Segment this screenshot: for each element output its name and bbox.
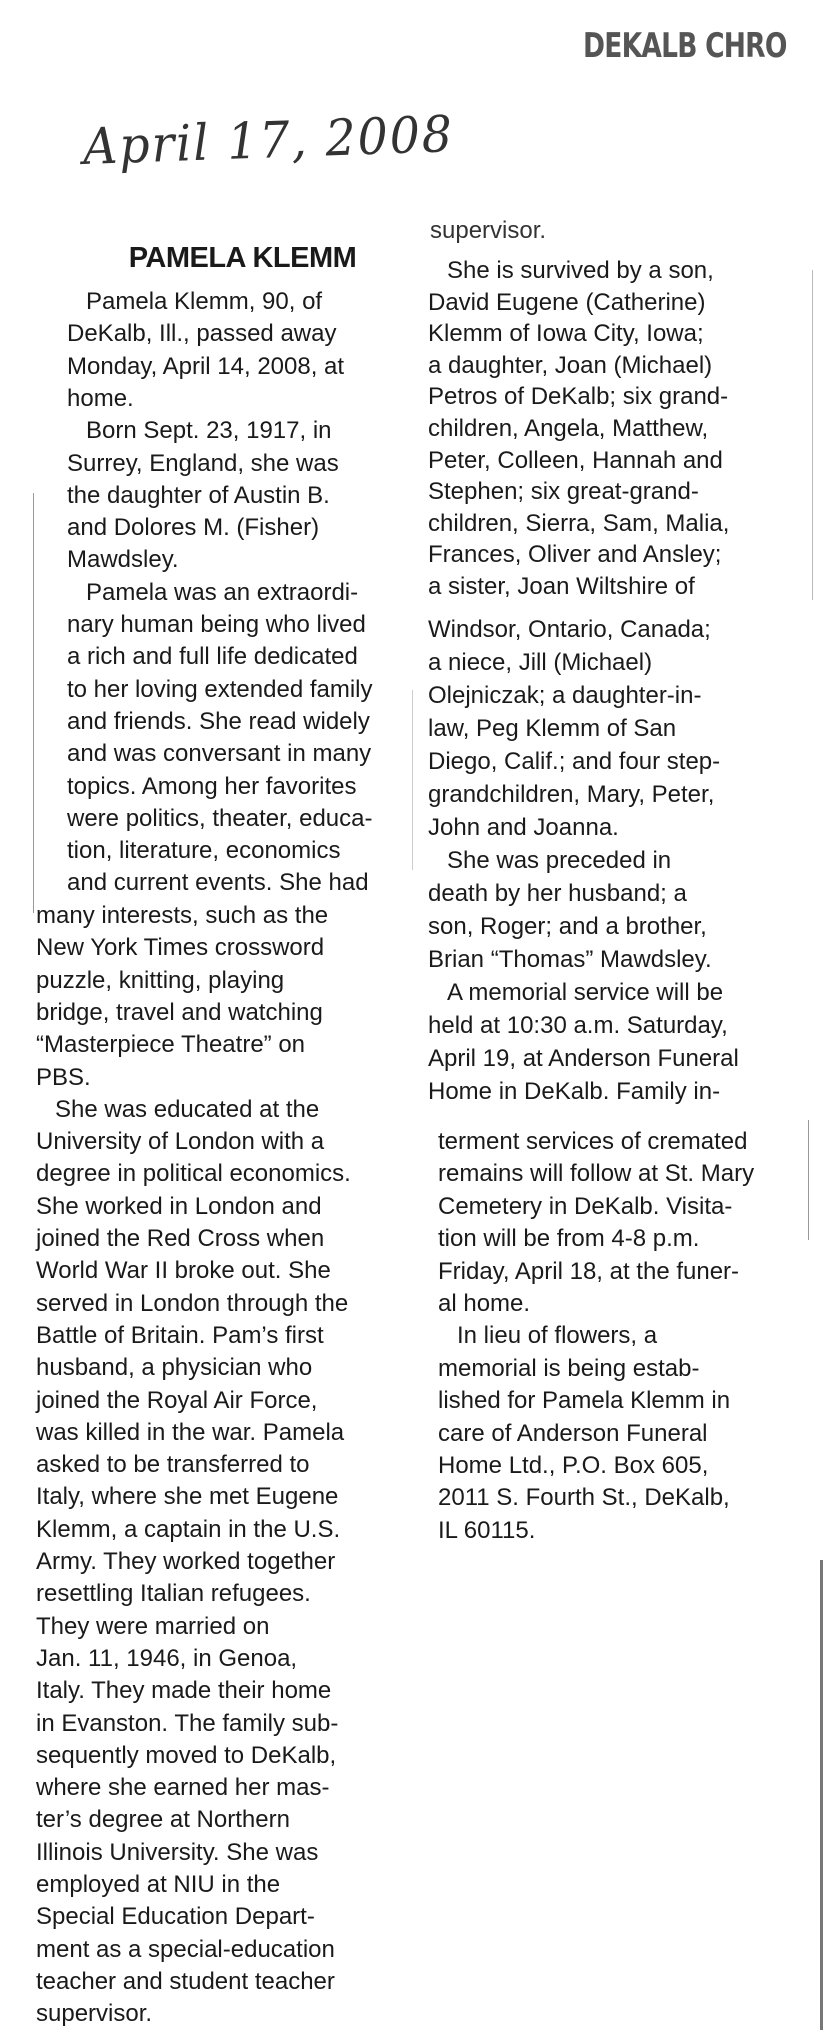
text-line: a rich and full life dedicated [67, 643, 358, 671]
text-line: grandchildren, Mary, Peter, [428, 781, 715, 808]
obituary-headline: PAMELA KLEMM [128, 242, 357, 274]
text-line: tion will be from 4-8 p.m. [438, 1225, 700, 1253]
text-line: John and Joanna. [428, 814, 619, 841]
text-line: She worked in London and [36, 1192, 322, 1220]
text-line: Frances, Oliver and Ansley; [428, 541, 722, 569]
column-rule [808, 1120, 809, 1240]
text-line: Klemm of Iowa City, Iowa; [428, 320, 704, 348]
text-line: Pamela Klemm, 90, of [86, 288, 323, 315]
text-line: Battle of Britain. Pam’s first [36, 1321, 324, 1349]
text-line: remains will follow at St. Mary [438, 1160, 755, 1188]
text-line: April 19, at Anderson Funeral [428, 1045, 739, 1072]
text-line: son, Roger; and a brother, [428, 913, 707, 940]
text-line: in Evanston. The family sub- [36, 1709, 339, 1737]
text-line: Brian “Thomas” Mawdsley. [428, 946, 712, 973]
text-line: ter’s degree at Northern [36, 1806, 290, 1834]
text-line: Olejniczak; a daughter-in- [428, 682, 702, 709]
text-line: PBS. [36, 1063, 91, 1091]
text-line: supervisor. [36, 2000, 153, 2028]
column-rule [412, 690, 413, 870]
text-line: She was educated at the [55, 1095, 320, 1123]
text-line: A memorial service will be [447, 979, 724, 1006]
text-line: Special Education Depart- [36, 1903, 315, 1931]
text-line: a sister, Joan Wiltshire of [428, 573, 695, 600]
text-line: and friends. She read widely [67, 707, 370, 735]
text-line: to her loving extended family [67, 675, 373, 703]
column-rule [812, 270, 813, 600]
text-line: joined the Red Cross when [36, 1225, 325, 1252]
text-line: joined the Royal Air Force, [36, 1386, 318, 1414]
text-line: asked to be transferred to [36, 1451, 310, 1479]
text-line: and was conversant in many [67, 740, 372, 768]
text-line: served in London through the [36, 1289, 349, 1317]
text-line: DeKalb, Ill., passed away [67, 320, 337, 348]
text-line: home. [67, 384, 134, 412]
text-line: nary human being who lived [67, 611, 366, 638]
column-rule [820, 1560, 823, 2030]
text-line: 2011 S. Fourth St., DeKalb, [438, 1484, 730, 1512]
text-line: Friday, April 18, at the funer- [438, 1257, 740, 1285]
text-line: care of Anderson Funeral [438, 1419, 708, 1447]
newspaper-masthead: DEKALB CHRO [583, 26, 787, 66]
text-line: IL 60115. [438, 1516, 536, 1544]
text-line: children, Sierra, Sam, Malia, [428, 509, 730, 537]
text-line: was killed in the war. Pamela [36, 1418, 345, 1446]
text-line: husband, a physician who [36, 1354, 313, 1382]
text-line: law, Peg Klemm of San [428, 715, 677, 742]
text-line: Mawdsley. [67, 546, 179, 574]
text-line: Surrey, England, she was [67, 449, 339, 477]
text-line: Pamela was an extraordi- [86, 578, 359, 606]
handwritten-date: April 17, 2008 [82, 105, 455, 176]
text-line: degree in political economics. [36, 1160, 351, 1188]
text-line: Peter, Colleen, Hannah and [428, 446, 723, 474]
text-line: children, Angela, Matthew, [428, 415, 709, 442]
column-rule [33, 493, 34, 913]
text-line: Italy, where she met Eugene [36, 1483, 339, 1511]
text-line: She is survived by a son, [447, 257, 714, 284]
text-line: and Dolores M. (Fisher) [67, 514, 320, 542]
text-line: death by her husband; a [428, 880, 687, 907]
text-line: Stephen; six great-grand- [428, 478, 699, 506]
text-line: lished for Pamela Klemm in [438, 1387, 731, 1415]
text-line: Home Ltd., P.O. Box 605, [438, 1452, 709, 1479]
text-line: held at 10:30 a.m. Saturday, [428, 1012, 728, 1039]
text-line: and current events. She had [67, 869, 369, 897]
text-line: Born Sept. 23, 1917, in [86, 417, 332, 445]
text-line: topics. Among her favorites [67, 772, 357, 800]
text-line: al home. [438, 1290, 531, 1317]
text-line: a niece, Jill (Michael) [428, 649, 653, 676]
text-line: the daughter of Austin B. [67, 481, 330, 509]
text-line: “Masterpiece Theatre” on [36, 1031, 306, 1059]
text-line: They were married on [36, 1612, 270, 1640]
text-line: Diego, Calif.; and four step- [428, 748, 721, 775]
text-line: sequently moved to DeKalb, [36, 1741, 337, 1769]
text-line: tion, literature, economics [67, 837, 341, 865]
text-line: were politics, theater, educa- [67, 804, 373, 832]
text-line: bridge, travel and watching [36, 998, 323, 1026]
text-line: ment as a special-education [36, 1935, 335, 1963]
text-line: Army. They worked together [36, 1548, 336, 1575]
text-line: Klemm, a captain in the U.S. [36, 1515, 341, 1543]
text-line: Cemetery in DeKalb. Visita- [438, 1192, 733, 1220]
cut-off-text: supervisor. [430, 217, 547, 244]
text-line: She was preceded in [447, 847, 672, 874]
text-line: David Eugene (Catherine) [428, 288, 706, 316]
text-line: puzzle, knitting, playing [36, 966, 285, 994]
text-line: resettling Italian refugees. [36, 1580, 311, 1608]
text-line: Home in DeKalb. Family in- [428, 1078, 721, 1105]
text-line: University of London with a [36, 1128, 325, 1156]
text-line: Windsor, Ontario, Canada; [428, 616, 711, 643]
text-line: where she earned her mas- [36, 1774, 330, 1802]
text-line: Italy. They made their home [36, 1677, 332, 1705]
text-line: Jan. 11, 1946, in Genoa, [36, 1644, 298, 1672]
text-line: In lieu of flowers, a [457, 1322, 658, 1350]
text-line: terment services of cremated [438, 1128, 748, 1155]
text-line: many interests, such as the [36, 902, 329, 929]
text-line: Petros of DeKalb; six grand- [428, 383, 729, 411]
text-line: employed at NIU in the [36, 1871, 281, 1898]
cut-off-line [430, 217, 630, 245]
text-line: Illinois University. She was [36, 1838, 319, 1866]
text-line: memorial is being estab- [438, 1354, 700, 1382]
text-line: Monday, April 14, 2008, at [67, 352, 345, 380]
text-line: teacher and student teacher [36, 1967, 335, 1995]
text-line: a daughter, Joan (Michael) [428, 351, 713, 379]
text-line: New York Times crossword [36, 934, 325, 962]
text-line: World War II broke out. She [36, 1257, 331, 1285]
